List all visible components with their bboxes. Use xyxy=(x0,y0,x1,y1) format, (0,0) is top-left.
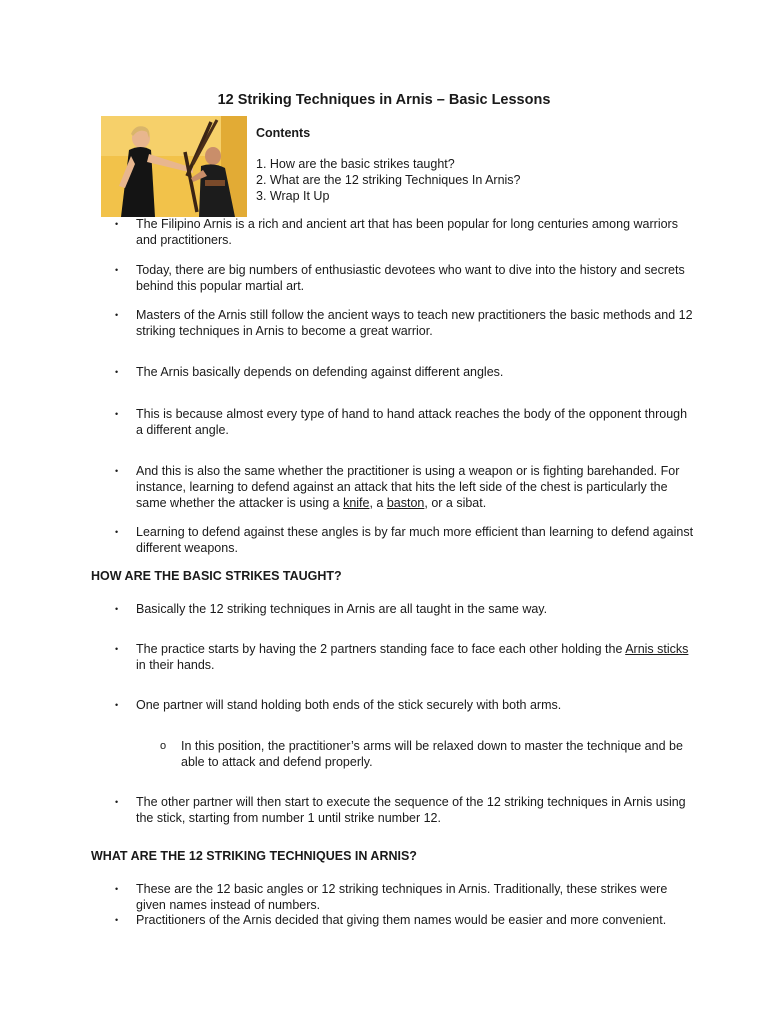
toc-item-3[interactable]: 3. Wrap It Up xyxy=(256,189,330,203)
page-title: 12 Striking Techniques in Arnis – Basic Lessons xyxy=(217,92,551,108)
bullet-text: The other partner will then start to execute the sequence of the 12 striking techniques in Arnis using the stick, starting from number 1 until strike number 12. xyxy=(136,795,686,825)
toc-item-1[interactable]: 1. How are the basic strikes taught? xyxy=(256,157,455,171)
bullet-text: Practitioners of the Arnis decided that giving them names would be easier and more convenient. xyxy=(136,913,667,927)
bullet-text: This is because almost every type of hand to hand attack reaches the body of the opponent through a different angle. xyxy=(136,407,688,437)
bullet-glyph: • xyxy=(115,604,119,614)
bullet-text: Basically the 12 striking techniques in Arnis are all taught in the same way. xyxy=(136,602,548,616)
bullet-text: Today, there are big numbers of enthusiastic devotees who want to dive into the history and secrets behind this popular martial art. xyxy=(136,263,685,293)
bullet-glyph: • xyxy=(115,915,119,925)
bullet-glyph: • xyxy=(115,527,119,537)
bullet-glyph: • xyxy=(115,310,119,320)
bullet-text: And this is also the same whether the practitioner is using a weapon or is fighting barehanded. For instance, learning to defend against an attack that hits the left side of the chest is particularly the same whether the attacker is using a knife, a baston, or a sibat. xyxy=(136,464,680,510)
table-of-contents xyxy=(256,156,521,204)
knife-link[interactable]: knife xyxy=(343,496,370,510)
arnis-sticks-link[interactable]: Arnis sticks xyxy=(625,642,689,656)
bullet-glyph: • xyxy=(115,219,119,229)
bullet-glyph: • xyxy=(115,644,119,654)
arnis-photo xyxy=(101,116,247,217)
contents-heading: Contents xyxy=(256,126,311,140)
bullet-text: Masters of the Arnis still follow the ancient ways to teach new practitioners the basic methods and 12 striking techniques in Arnis to become a great warrior. xyxy=(136,308,693,338)
sub-bullet-glyph: o xyxy=(160,740,167,752)
toc-item-2[interactable]: 2. What are the 12 striking Techniques In Arnis? xyxy=(256,173,521,187)
section-heading-basic-strikes: HOW ARE THE BASIC STRIKES TAUGHT? xyxy=(91,569,342,583)
bullet-text: These are the 12 basic angles or 12 striking techniques in Arnis. Traditionally, these strikes were given names instead of numbers. xyxy=(136,882,668,912)
bullet-glyph: • xyxy=(115,700,119,710)
bullet-text: The Filipino Arnis is a rich and ancient art that has been popular for long centuries among warriors and practitioners. xyxy=(136,217,678,247)
section-heading-12-techniques: WHAT ARE THE 12 STRIKING TECHNIQUES IN ARNIS? xyxy=(91,849,417,863)
bullet-text: Learning to defend against these angles is by far much more efficient than learning to defend against different weapons. xyxy=(136,525,694,555)
bullet-glyph: • xyxy=(115,466,119,476)
bullet-glyph: • xyxy=(115,265,119,275)
bullet-glyph: • xyxy=(115,884,119,894)
baston-link[interactable]: baston xyxy=(386,496,425,510)
bullet-text: The Arnis basically depends on defending against different angles. xyxy=(136,365,504,379)
bullet-glyph: • xyxy=(115,367,119,377)
bullet-text: The practice starts by having the 2 partners standing face to face each other holding the Arnis sticks in their hands. xyxy=(136,642,689,672)
bullet-glyph: • xyxy=(115,409,119,419)
bullet-text: In this position, the practitioner’s arms will be relaxed down to master the technique and be able to attack and defend properly. xyxy=(181,739,683,769)
bullet-glyph: • xyxy=(115,797,119,807)
arnis-photo-image xyxy=(101,116,247,217)
bullet-text: One partner will stand holding both ends of the stick securely with both arms. xyxy=(136,698,562,712)
